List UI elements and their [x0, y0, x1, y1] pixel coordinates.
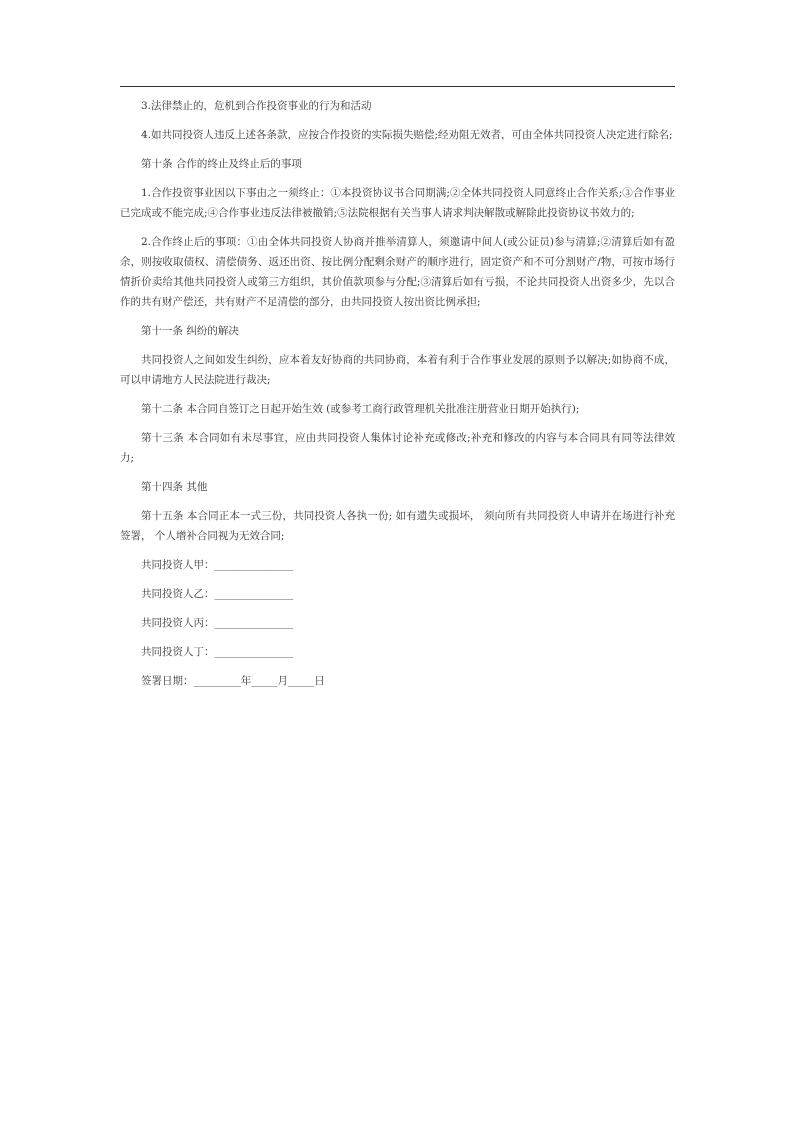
article-12-effective-date: 第十二条 本合同自签订之日起开始生效 (或参考工商行政管理机关批准注册营业日期开始执行);: [141, 403, 580, 415]
clause-4-violation-penalty: 4.如共同投资人违反上述各条款，应按合作投资的实际损失赔偿;经劝阻无效者，可由全体共同投资人决定进行除名;: [141, 129, 673, 141]
signature-line-party-d: 共同投资人丁：_______________: [141, 646, 294, 658]
article-10-termination-causes: 1.合作投资事业因以下事由之一须终止：①本投资协议书合同期满;②全体共同投资人同意终止合作关系;③合作事业已完成或不能完成;④合作事业违反法律被撤销;⑤法院根据有关当事人请求判决解散或解除此投资协议书效力的;: [120, 187, 675, 219]
clause-3-prohibited-acts: 3.法律禁止的，危机到合作投资事业的行为和活动: [141, 100, 372, 112]
header-rule: [120, 86, 675, 87]
document-body: [120, 96, 675, 700]
article-11-heading: 第十一条 纠纷的解决: [141, 325, 239, 337]
article-10-post-termination: 2.合作终止后的事项：①由全体共同投资人协商并推举清算人，须邀请中间人(或公证员)参与清算;②清算后如有盈余，则按收取债权、清偿债务、返还出资、按比例分配剩余财产的顺序进行，固定资产和不可分割财产/物，可按市场行情折价卖给其他共同投资人或第三方组织，其价值款项参与分配;③清算后如有亏损，不论共同投资人出资多少，先以合作的共有财产偿还，共有财产不足清偿的部分，由共同投资人按出资比例承担;: [120, 236, 675, 308]
signing-date-line: 签署日期：_________年_____月_____日: [141, 675, 325, 687]
signature-line-party-c: 共同投资人丙：_______________: [141, 617, 294, 629]
article-15-copies: 第十五条 本合同正本一式三份，共同投资人各执一份; 如有遗失或损坏， 须向所有共同投资人申请并在场进行补充签署， 个人增补合同视为无效合同;: [120, 510, 675, 542]
signature-line-party-b: 共同投资人乙：_______________: [141, 588, 294, 600]
signature-line-party-a: 共同投资人甲：_______________: [141, 559, 294, 571]
article-10-heading: 第十条 合作的终止及终止后的事项: [141, 158, 302, 170]
article-14-other: 第十四条 其他: [141, 481, 208, 493]
article-11-dispute-resolution: 共同投资人之间如发生纠纷，应本着友好协商的共同协商，本着有利于合作事业发展的原则予以解决;如协商不成，可以申请地方人民法院进行裁决;: [120, 354, 675, 386]
article-13-amendments: 第十三条 本合同如有未尽事宜，应由共同投资人集体讨论补充或修改;补充和修改的内容与本合同具有同等法律效力;: [120, 432, 675, 464]
